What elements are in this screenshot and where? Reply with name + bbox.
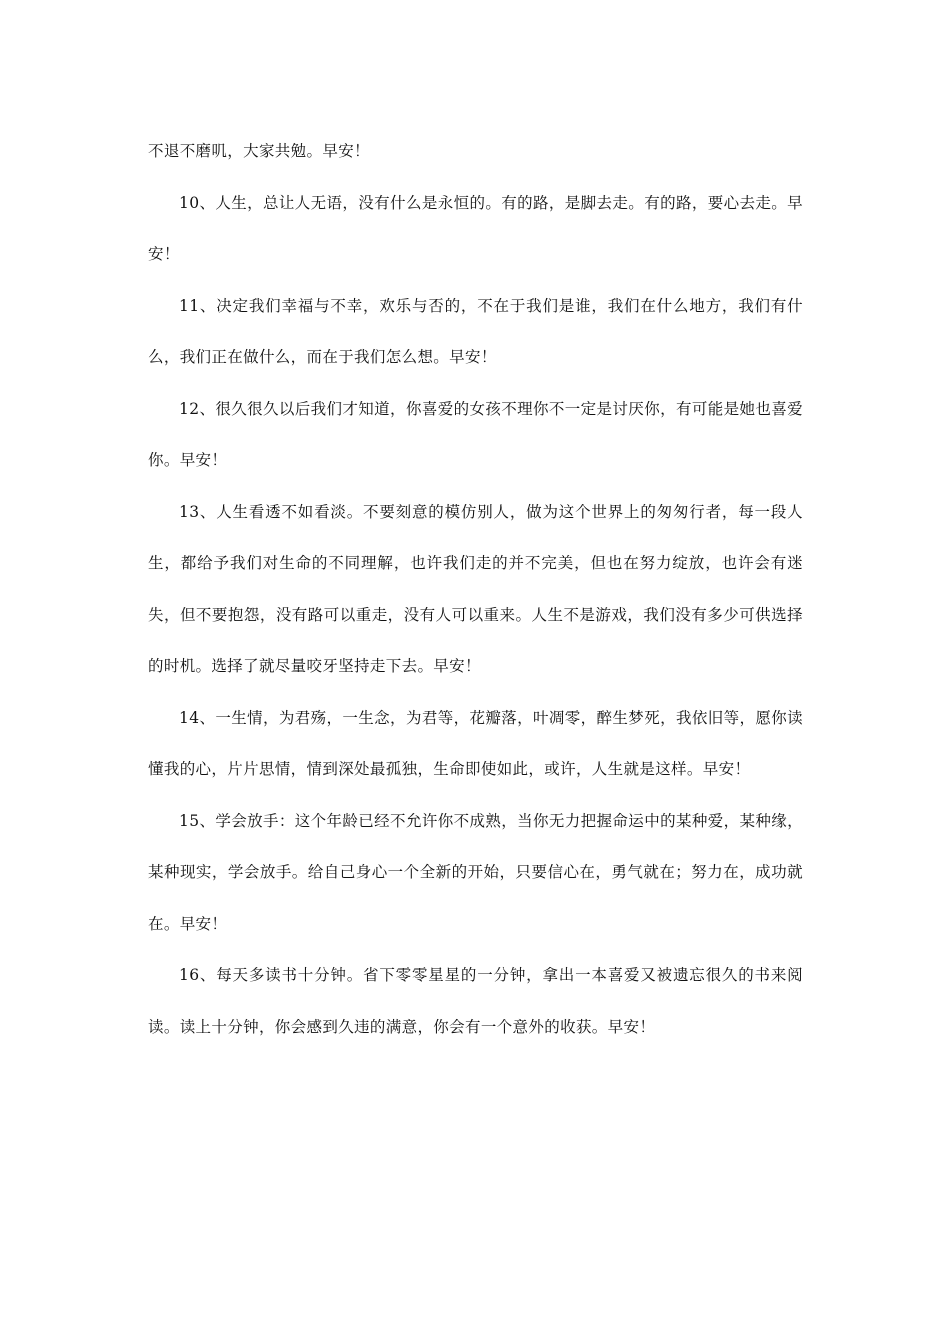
paragraph-12: 12、很久很久以后我们才知道，你喜爱的女孩不理你不一定是讨厌你，有可能是她也喜爱你。早安！: [148, 399, 803, 469]
paragraph-11: 11、决定我们幸福与不幸，欢乐与否的，不在于我们是谁，我们在什么地方，我们有什么，我们正在做什么，而在于我们怎么想。早安！: [148, 296, 803, 366]
paragraph-continuation: 不退不磨叽，大家共勉。早安！: [148, 142, 370, 160]
paragraph-14: 14、一生情，为君殇，一生念，为君等，花瓣落，叶凋零，醉生梦死，我依旧等，愿你读懂我的心，片片思情，情到深处最孤独，生命即使如此，或许，人生就是这样。早安！: [148, 708, 803, 778]
paragraph-10: 10、人生，总让人无语，没有什么是永恒的。有的路，是脚去走。有的路，要心去走。早安！: [148, 193, 803, 263]
document-body: [148, 126, 803, 1053]
paragraph-13: 13、人生看透不如看淡。不要刻意的模仿别人，做为这个世界上的匆匆行者，每一段人生，都给予我们对生命的不同理解，也许我们走的并不完美，但也在努力绽放，也许会有迷失，但不要抱怨，没有路可以重走，没有人可以重来。人生不是游戏，我们没有多少可供选择的时机。选择了就尽量咬牙坚持走下去。早安！: [148, 502, 803, 675]
paragraph-16: 16、每天多读书十分钟。省下零零星星的一分钟，拿出一本喜爱又被遗忘很久的书来阅读。读上十分钟，你会感到久违的满意，你会有一个意外的收获。早安！: [148, 966, 803, 1036]
paragraph-15: 15、学会放手：这个年龄已经不允许你不成熟，当你无力把握命运中的某种爱，某种缘，某种现实，学会放手。给自己身心一个全新的开始，只要信心在，勇气就在；努力在，成功就在。早安！: [148, 811, 803, 933]
